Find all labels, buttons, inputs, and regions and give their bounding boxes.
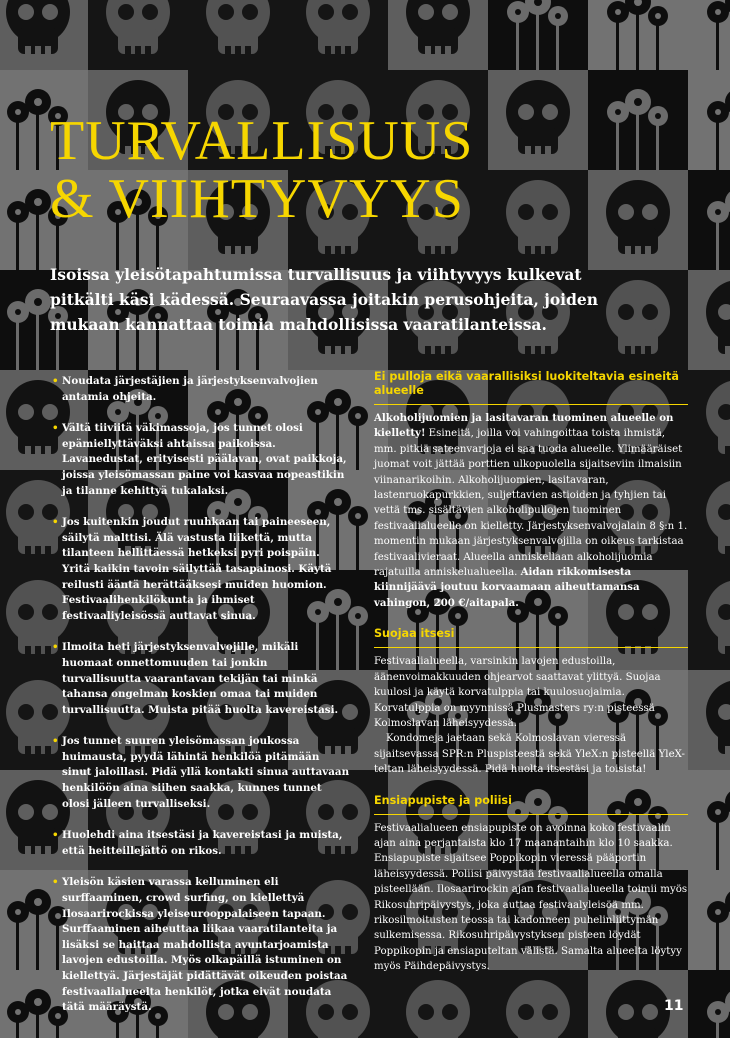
section-body-bottles — [374, 411, 688, 611]
section-ear-protection — [374, 627, 688, 777]
title-line-1: TURVALLISUUS — [50, 110, 474, 172]
bullet-item: • Jos tunnet suuren yleisömassan joukossa huimausta, pyydä lähintä henkilöä pitämään sinut jaloillasi. Pidä yllä kontakti sinua auttavaan henkilöön aina siihen saakka, kunnes tunnet olosi jälleen turvalliseksi. — [52, 734, 350, 812]
safety-bullet-list — [52, 374, 350, 1016]
bottles-lead-bold: Alkoholijuomien ja lasitavaran tuominen alueelle on kielletty! — [374, 412, 674, 440]
page-title — [50, 112, 473, 228]
page-number: 11 — [664, 998, 684, 1014]
intro-paragraph: Isoissa yleisötapahtumissa turvallisuus ja viihtyvyys kulkevat pitkälti käsi kädessä. Seuraavassa joitakin perusohjeita, joiden mukaan kannattaa toimia mahdollisissa vaaratilanteissa. — [50, 265, 599, 334]
bottles-tail-bold: Aidan rikkomisesta kiinnijäävä joutuu korvaamaan aiheuttamansa vahingon, 200 €/aitapala. — [374, 566, 640, 609]
bottles-body-text: Esineitä, joilla voi vahingoittaa toista ihmistä, mm. pitkiä sateenvarjoja ei saa tuoda alueelle. Ylimääräiset juomat voit jättää porttien ulkopuolella sijaitseviin ilmaisiin viinanarikoihin. Alkoholijuomien, lasitavaran, lastenruokapurkkien, suljettavien astioiden ja tyhjien tai vettä tms. sisältävien alkoholipullojen tuominen festivaalialueelle on kielletty. Järjestyksenvalvojalain 8 §:n 1. momentin mukaan järjestyksenvalvojilla on oikeus tarkistaa festivaalivieraat. Alueella anniskellaan alkoholijuomia rajatuilla anniskelualueella. — [374, 428, 688, 579]
bullet-item: • Huolehdi aina itsestäsi ja kavereistasi ja muista, että heitteillejättö on rikos. — [52, 828, 350, 859]
section-heading-first-aid: Ensiapupiste ja poliisi — [374, 794, 688, 815]
bullet-item: • Jos kuitenkin joudut ruuhkaan tai paineeseen, säilytä malttisi. Älä vastusta liikettä, mutta tilanteen hellittäessä hetkeksi pyri poispäin. Yritä kaikin tavoin säilyttää tasapainosi. Käytä reilusti ääntä herättääksesi muiden huomion. Festivaalihenkilökunta ja ihmiset festivaaliyleisössä auttavat sinua. — [52, 515, 350, 624]
section-heading-bottles: Ei pulloja eikä vaarallisiksi luokiteltavia esineitä alueelle — [374, 370, 688, 405]
first-aid-paragraph: Festivaalialueen ensiapupiste on avoinna koko festivaalin ajan aina perjantaista klo 17 maanantaihin klo 10 saakka. Ensiapupiste sijaitsee Poppikopin vieressä pääportin läheisyydessä. Poliisi päivystää festivaalialueella omalla pisteellään. Ilosaarirockin ajan festivaalialueella toimii myös Rikosuhripäivystys, joka auttaa festivaalyleisöä mm. rikosilmoitusten teossa tai kadonneen puhelinliittymän sulkemisessa. Rikosuhripäivystyksen pisteen löydät Poppikopin ja ensiaputeltan välistä. Samalta alueelta löytyy myös Päihdepäivystys. — [374, 822, 688, 973]
bullet-item: • Noudata järjestäjien ja järjestyksenvalvojien antamia ohjeita. — [52, 374, 350, 405]
title-line-2: & VIIHTYVYYS — [50, 168, 464, 230]
ear-protection-paragraph-2: Kondomeja jaetaan sekä Kolmoslavan vieressä sijaitsevassa SPR:n Pluspisteestä sekä YleX:n pisteellä YleX-teltan läheisyydessä. Pidä huolta itsestäsi ja toisista! — [374, 733, 685, 776]
info-column — [374, 370, 688, 991]
section-bottles — [374, 370, 688, 611]
section-first-aid — [374, 794, 688, 975]
section-heading-ear-protection: Suojaa itsesi — [374, 627, 688, 648]
bullet-item: • Yleisön käsien varassa kelluminen eli surffaaminen, crowd surfing, on kiellettyä Ilosaarirockissa yleiseurooppalaiseen tapaan. Surffaaminen aiheuttaa liikaa vaaratilanteita ja lisäksi se haittaa mahdollista avuntarjoamista lavojen edustoilla. Myös olkapäillä istuminen on kiellettyä. Järjestäjät pidättävät oikeuden poistaa festivaalialueelta henkilöt, jotka eivät noudata tätä määräystä. — [52, 875, 350, 1015]
bullet-item: • Ilmoita heti järjestyksenvalvojille, mikäli huomaat onnettomuuden tai jonkin turvallisuutta vaarantavan tekijän tai minkä tahansa ongelman koskien omaa tai muiden turvallisuutta. Muista pitää huolta kavereistasi. — [52, 640, 350, 718]
safety-bullet-column — [52, 374, 350, 1032]
bullet-item: • Vältä tiiviitä väkimassoja, jos tunnet olosi epämiellyttäväksi ahtaissa paikoissa. Lavanedustat, erityisesti päälavan, ovat paikkoja, joissa yleisömassan paine voi kasvaa nopeastikin ja tilanne kehittyä tukalaksi. — [52, 421, 350, 499]
ear-protection-paragraph-1: Festivaalialueella, varsinkin lavojen edustoilla, äänenvoimakkuuden ohjearvot saattavat ylittyä. Suojaa kuulosi ja käytä korvatulppia tai kuulosuojaimia. Korvatulppia on myynnissä Plusmasters ry:n pisteessä Kolmoslavan läheisyydessä. — [374, 656, 661, 729]
